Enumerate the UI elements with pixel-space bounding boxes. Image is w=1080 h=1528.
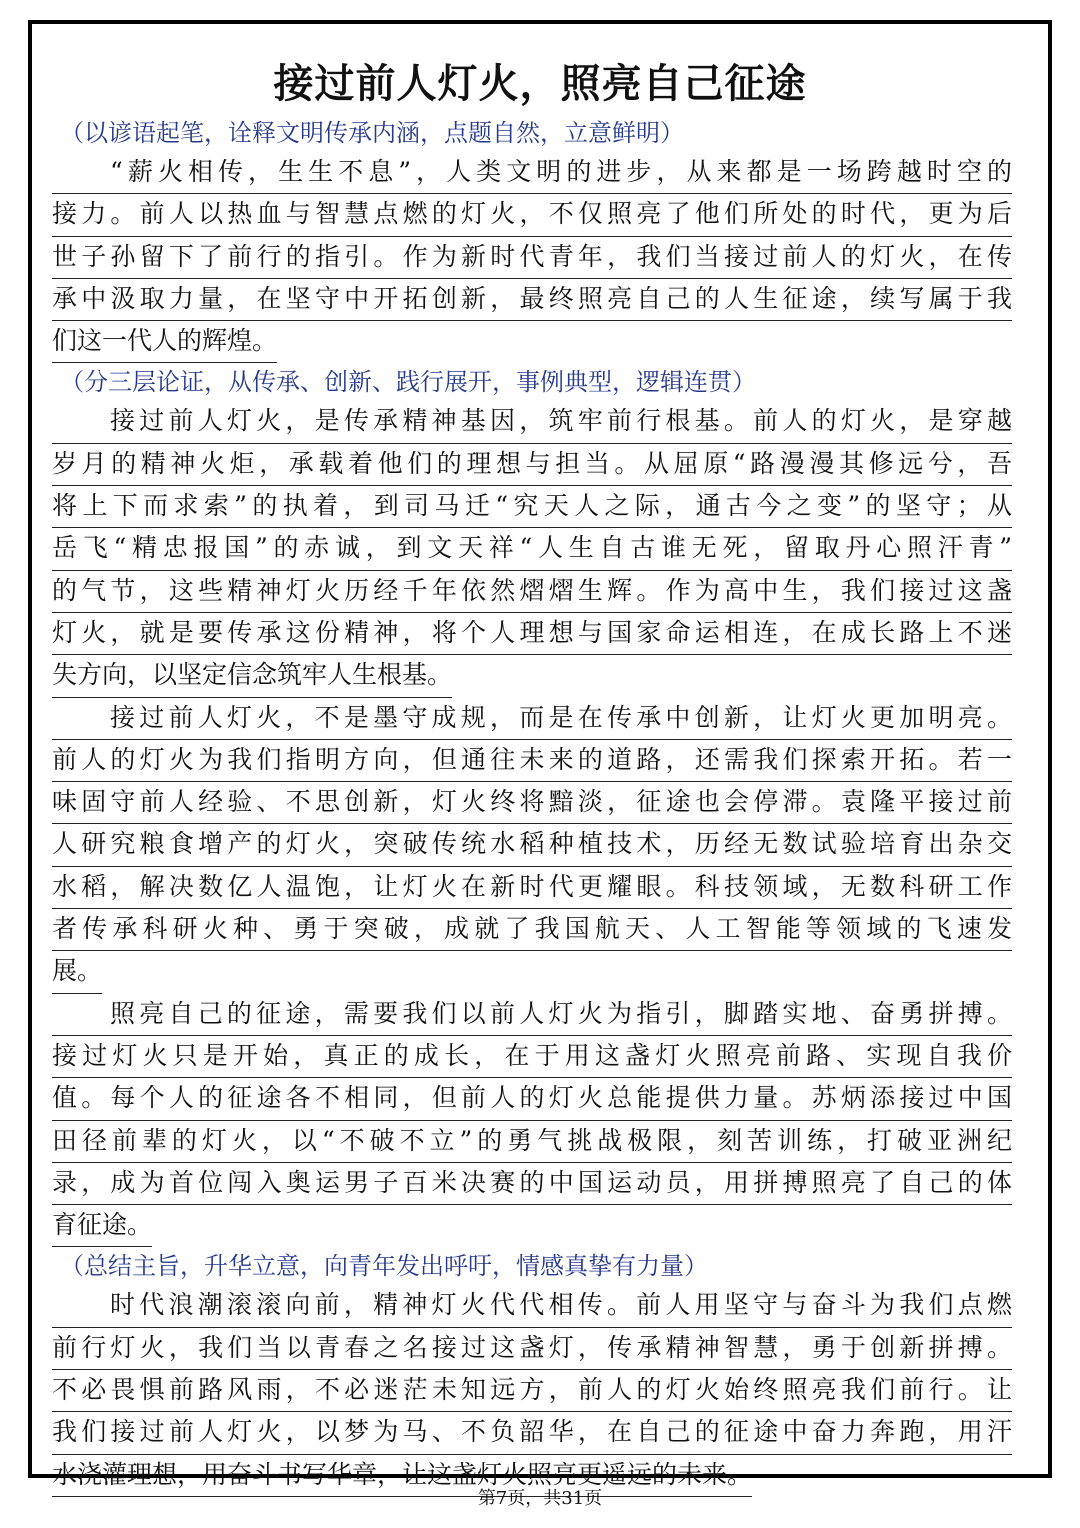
essay-title: 接过前人灯火，照亮自己征途 bbox=[273, 60, 807, 107]
paragraph-line: 水稻，解决数亿人温饱，让灯火在新时代更耀眼。科技领域，无数科研工作 bbox=[52, 867, 1012, 909]
paragraph-line: 失方向，以坚定信念筑牢人生根基。 bbox=[52, 655, 452, 697]
paragraph-line: 们这一代人的辉煌。 bbox=[52, 321, 277, 363]
paragraph-line: 值。每个人的征途各不相同，但前人的灯火总能提供力量。苏炳添接过中国 bbox=[52, 1078, 1012, 1120]
paragraph-line: 时代浪潮滚滚向前，精神灯火代代相传。前人用坚守与奋斗为我们点燃 bbox=[52, 1285, 1012, 1327]
paragraph-line: “薪火相传，生生不息”，人类文明的进步，从来都是一场跨越时空的 bbox=[52, 152, 1012, 194]
paragraph-line: 接过灯火只是开始，真正的成长，在于用这盏灯火照亮前路、实现自我价 bbox=[52, 1036, 1012, 1078]
paragraph-line: 岳飞“精忠报国”的赤诚，到文天祥“人生自古谁无死，留取丹心照汗青” bbox=[52, 528, 1012, 570]
paragraph-line: 前行灯火，我们当以青春之名接过这盏灯，传承精神智慧，勇于创新拼搏。 bbox=[52, 1328, 1012, 1370]
annotation-note: （分三层论证，从传承、创新、践行展开，事例典型，逻辑连贯） bbox=[60, 368, 756, 397]
essay-paragraph bbox=[52, 401, 1012, 697]
paragraph-line: 接力。前人以热血与智慧点燃的灯火，不仅照亮了他们所处的时代，更为后 bbox=[52, 194, 1012, 236]
paragraph-line: 水浇灌理想，用奋斗书写华章，让这盏灯火照亮更遥远的未来。 bbox=[52, 1455, 752, 1497]
paragraph-line: 人研究粮食增产的灯火，突破传统水稻种植技术，历经无数试验培育出杂交 bbox=[52, 824, 1012, 866]
paragraph-line: 灯火，就是要传承这份精神，将个人理想与国家命运相连，在成长路上不迷 bbox=[52, 613, 1012, 655]
essay-paragraph bbox=[52, 1285, 1012, 1496]
paragraph-line: 岁月的精神火炬，承载着他们的理想与担当。从屈原“路漫漫其修远兮，吾 bbox=[52, 444, 1012, 486]
paragraph-line: 田径前辈的灯火，以“不破不立”的勇气挑战极限，刻苦训练，打破亚洲纪 bbox=[52, 1121, 1012, 1163]
paragraph-line: 接过前人灯火，不是墨守成规，而是在传承中创新，让灯火更加明亮。 bbox=[52, 698, 1012, 740]
essay-paragraph bbox=[52, 994, 1012, 1248]
paragraph-line: 者传承科研火种、勇于突破，成就了我国航天、人工智能等领域的飞速发 bbox=[52, 909, 1012, 951]
paragraph-line: 接过前人灯火，是传承精神基因，筑牢前行根基。前人的灯火，是穿越 bbox=[52, 401, 1012, 443]
paragraph-line: 录，成为首位闯入奥运男子百米决赛的中国运动员，用拼搏照亮了自己的体 bbox=[52, 1163, 1012, 1205]
paragraph-line: 将上下而求索”的执着，到司马迁“究天人之际，通古今之变”的坚守；从 bbox=[52, 486, 1012, 528]
paragraph-line: 展。 bbox=[52, 951, 102, 993]
paragraph-line: 不必畏惧前路风雨，不必迷茫未知远方，前人的灯火始终照亮我们前行。让 bbox=[52, 1370, 1012, 1412]
paragraph-line: 我们接过前人灯火，以梦为马、不负韶华，在自己的征途中奋力奔跑，用汗 bbox=[52, 1412, 1012, 1454]
essay-body bbox=[52, 114, 1012, 1497]
paragraph-line: 世子孙留下了前行的指引。作为新时代青年，我们当接过前人的灯火，在传 bbox=[52, 237, 1012, 279]
paragraph-line: 育征途。 bbox=[52, 1205, 152, 1247]
paragraph-line: 的气节，这些精神灯火历经千年依然熠熠生辉。作为高中生，我们接过这盏 bbox=[52, 571, 1012, 613]
essay-paragraph bbox=[52, 698, 1012, 994]
annotation-note: （总结主旨，升华立意，向青年发出呼吁，情感真挚有力量） bbox=[60, 1252, 708, 1281]
paragraph-line: 味固守前人经验、不思创新，灯火终将黯淡，征途也会停滞。袁隆平接过前 bbox=[52, 782, 1012, 824]
paragraph-line: 承中汲取力量，在坚守中开拓创新，最终照亮自己的人生征途，续写属于我 bbox=[52, 279, 1012, 321]
paragraph-line: 照亮自己的征途，需要我们以前人灯火为指引，脚踏实地、奋勇拼搏。 bbox=[52, 994, 1012, 1036]
essay-paragraph bbox=[52, 152, 1012, 363]
page-footer: 第7页，共31页 bbox=[477, 1488, 603, 1509]
annotation-note: （以谚语起笔，诠释文明传承内涵，点题自然，立意鲜明） bbox=[60, 119, 684, 147]
paragraph-line: 前人的灯火为我们指明方向，但通往未来的道路，还需我们探索开拓。若一 bbox=[52, 740, 1012, 782]
